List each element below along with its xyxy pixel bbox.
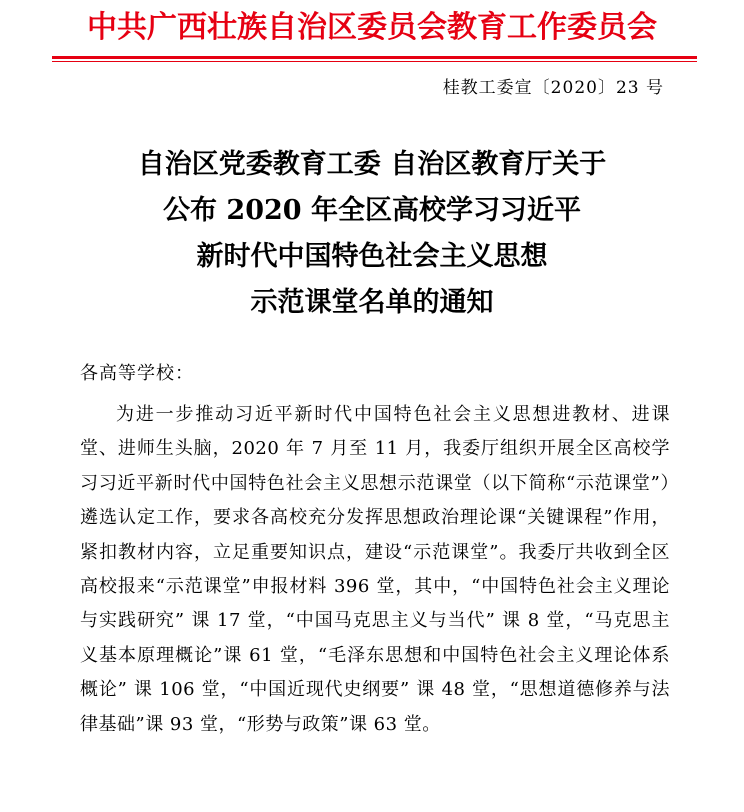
body-paragraph: 为进一步推动习近平新时代中国特色社会主义思想进教材、进课堂、进师生头脑，2020 年 7 月至 11 月，我委厅组织开展全区高校学习习近平新时代中国特色社会主义思想示范课堂（以下简称“示范课堂”）遴选认定工作，要求各高校充分发挥思想政治理论课“关键课程”作用，紧扣教材内容，立足重要知识点，建设“示范课堂”。我委厅共收到全区高校报来“示范课堂”申报材料 396 堂，其中，“中国特色社会主义理论与实践研究” 课 17 堂，“中国马克思主义与当代” 课 8 堂，“马克思主义基本原理概论”课 61 堂，“毛泽东思想和中国特色社会主义理论体系概论” 课 106 堂，“中国近现代史纲要” 课 48 堂，“思想道德修养与法律基础”课 93 堂，“形势与政策”课 63 堂。 xyxy=(80,404,670,735)
title-line-1: 自治区党委教育工委 自治区教育厅关于 xyxy=(137,149,607,180)
title-line-4: 示范课堂名单的通知 xyxy=(250,287,494,318)
title-line-2: 公布 2020 年全区高校学习习近平 xyxy=(163,195,581,226)
red-divider-thin xyxy=(52,61,697,62)
document-number: 桂教工委宣〔2020〕23 号 xyxy=(442,78,664,98)
issuer-masthead: 中共广西壮族自治区委员会教育工作委员会 xyxy=(87,10,657,45)
title-line-3: 新时代中国特色社会主义思想 xyxy=(196,241,548,272)
red-divider-thick xyxy=(52,56,697,59)
salutation: 各高等学校： xyxy=(80,363,194,384)
document-title xyxy=(0,142,744,326)
